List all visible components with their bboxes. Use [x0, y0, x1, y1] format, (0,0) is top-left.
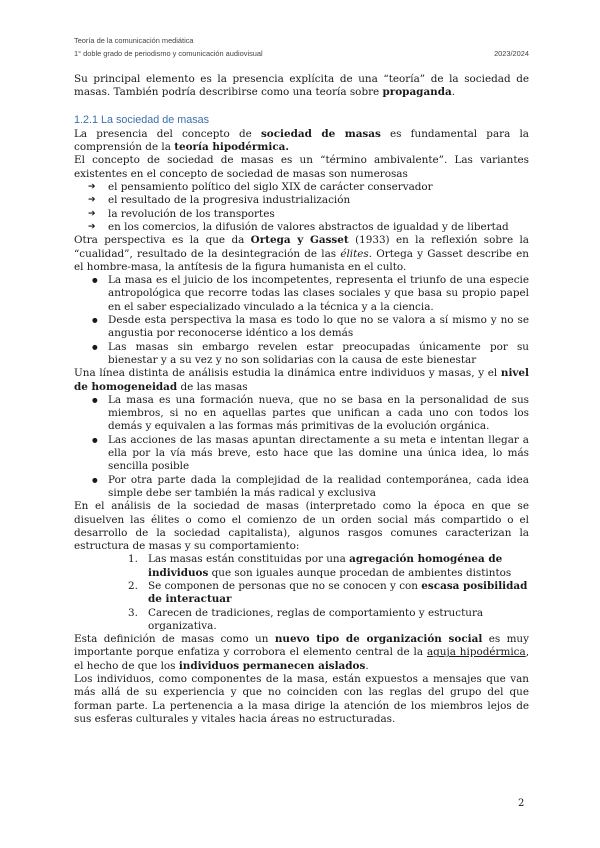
bold-text: escasa posibilidad de interactuar [148, 579, 528, 606]
list-item: ● Las masas sin embargo revelen estar preocupadas únicamente por su bienestar y a su vez y no son solidarias con la causa de este bienestar [92, 341, 529, 368]
paragraph-2: El concepto de sociedad de masas es un “término ambivalente”. Las variantes existentes en el concepto de sociedad de masas son numerosas [74, 154, 529, 180]
page-number: 2 [518, 798, 525, 809]
bold-text: nuevo tipo de organización social [274, 633, 483, 646]
text: de las masas [177, 380, 248, 393]
degree-name: 1° doble grado de periodismo y comunicación audiovisual [74, 49, 263, 58]
bold-text: teoría hipodérmica. [174, 141, 289, 154]
bullet-list-2 [74, 394, 529, 500]
text: Una línea distinta de análisis estudia la dinámica entre individuos y masas, y el [74, 367, 501, 380]
text: Se componen de personas que no se conocen y con [148, 579, 422, 592]
item-number: 2. [128, 579, 138, 592]
paragraph-7: Los individuos, como componentes de la masa, están expuestos a mensajes que van más allá de su experiencia y que no coinciden con las reglas del grupo del que forman parte. La pertenencia a la masa dirige la atención de los miembros lejos de sus esferas culturales y vitales hacia áreas no estructuradas. [74, 673, 529, 725]
list-item: ➔ en los comercios, la difusión de valores abstractos de igualdad y de libertad [88, 221, 529, 234]
list-item: ● Desde esta perspectiva la masa es todo lo que no se valora a sí mismo y no se angustia por reconocerse idéntico a los demás [92, 314, 529, 341]
text: es muy importante porque enfatiza y corrobora el elemento central de la [74, 633, 529, 659]
paragraph-1 [74, 128, 529, 155]
page-header [74, 34, 529, 60]
intro-paragraph [74, 73, 529, 100]
arrow-list [74, 181, 529, 234]
text: Su principal elemento es la presencia explícita de una “teoría” de la sociedad de masas. También podría describirse como una teoría sobre [74, 73, 529, 99]
item-number: 3. [128, 606, 138, 619]
bold-text: sociedad de masas [260, 127, 381, 140]
paragraph-3 [74, 234, 529, 274]
paragraph-6 [74, 633, 529, 673]
text: es fundamental para la comprensión de la [74, 127, 529, 154]
paragraph-4 [74, 367, 529, 394]
text: . [365, 659, 369, 672]
text: Esta definición de masas como un [74, 633, 275, 646]
document-body [74, 73, 529, 726]
numbered-list [74, 553, 529, 633]
list-item: ● Las acciones de las masas apuntan directamente a su meta e intentan llegar a ella por la vía más breve, esto hace que las domine una única idea, lo más sencilla posible [92, 434, 529, 474]
list-item: ● La masa es el juicio de los incompetentes, representa el triunfo de una especie antropológica que recorre todas las clases sociales y que basa su propio papel en el saber especializado vinculado a la técnica y a la ciencia. [92, 274, 529, 314]
list-item [128, 580, 529, 607]
list-item: ● La masa es una formación nueva, que no se basa en la personalidad de sus miembros, si no en aquellas partes que unifican a cada uno con todos los demás y equivalen a las formas más primitivas de la evolución orgánica. [92, 394, 529, 434]
bullet-list-1 [74, 274, 529, 367]
text: La presencia del concepto de [74, 127, 261, 140]
paragraph-5: En el análisis de la sociedad de masas (interpretado como la época en que se disuelven las élites o como el comienzo de un orden social más compartido o el desarrollo de la sociedad capitalista), algunos rasgos comunes caracterizan la estructura de masas y su comportamiento: [74, 500, 529, 553]
bold-text: agregación homogénea de individuos [148, 553, 503, 579]
header-row [74, 47, 529, 60]
item-number: 1. [128, 553, 138, 566]
list-item [128, 553, 529, 580]
text: . Ortega y Gasset describe en el hombre-masa, la antítesis de la figura humanista en el culto. [74, 247, 529, 273]
text: . [451, 86, 456, 99]
list-item: ➔ la revolución de los transportes [88, 208, 529, 221]
list-item: ➔ el pensamiento político del siglo XIX de carácter conservador [88, 181, 529, 194]
text: Las masas están constituidas por una [148, 553, 350, 566]
underlined-text: aguja hipodérmica [426, 646, 526, 659]
course-title: Teoría de la comunicación mediática [74, 36, 194, 45]
section-heading: 1.2.1 La sociedad de masas [74, 113, 210, 126]
text: , el hecho de que los [74, 646, 530, 672]
list-item: ● Por otra parte dada la complejidad de la realidad contemporánea, cada idea simple debe ser también la más radical y exclusiva [92, 474, 529, 501]
bold-text: nivel de homogeneidad [74, 367, 529, 393]
text: que son iguales aunque procedan de ambientes distintos [208, 566, 512, 579]
text: Carecen de tradiciones, reglas de comportamiento y estructura organizativa. [148, 606, 484, 632]
bold-text: individuos permanecen aislados [178, 659, 366, 672]
academic-year: 2023/2024 [494, 49, 529, 58]
bold-text: Ortega y Gasset [250, 234, 349, 247]
text: (1933) en la reflexión sobre la “cualidad”, resultado de la desintegración de las [74, 234, 529, 260]
text: Otra perspectiva es la que da [74, 234, 251, 247]
bold-text: propaganda [382, 86, 452, 99]
italic-text: élites [340, 247, 369, 260]
list-item [128, 607, 529, 634]
list-item: ➔ el resultado de la progresiva industrialización [88, 194, 529, 207]
